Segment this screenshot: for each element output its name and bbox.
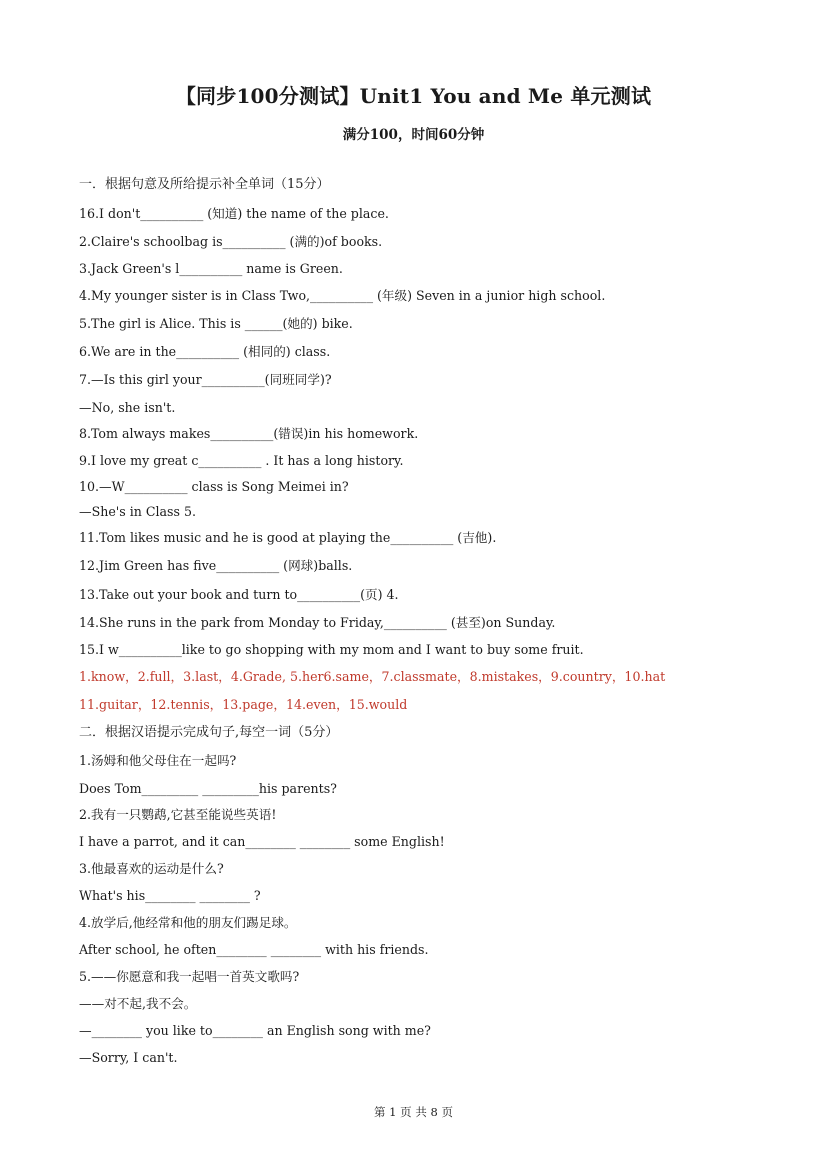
question-line: 3.Jack Green's l__________ name is Green. [79,261,343,276]
question-line: 2.我有一只鹦鹉,它甚至能说些英语! [79,807,277,822]
question-line: 5.——你愿意和我一起唱一首英文歌吗? [79,969,300,984]
question-line: —Sorry, I can't. [79,1050,178,1065]
question-line: 2.Claire's schoolbag is__________ (满的)of books. [79,234,383,249]
question-line: I have a parrot, and it can________ ________ some English! [79,834,445,849]
page-title: 【同步100分测试】Unit1 You and Me 单元测试 [175,84,652,108]
question-line: —No, she isn't. [79,400,176,415]
question-line: Does Tom_________ _________his parents? [79,781,337,796]
question-line: 3.他最喜欢的运动是什么? [79,861,224,876]
question-line: 4.My younger sister is in Class Two,__________ (年级) Seven in a junior high school. [79,288,606,303]
answer-key-line: 1.know，2.full，3.last，4.Grade, 5.her6.same，7.classmate，8.mistakes，9.country，10.hat [79,669,666,684]
answer-key-line: 11.guitar，12.tennis，13.page，14.even，15.would [79,697,408,712]
question-line: 4.放学后,他经常和他的朋友们踢足球。 [79,915,297,930]
question-line: 8.Tom always makes__________(错误)in his homework. [79,426,419,441]
question-line: 16.I don't__________ (知道) the name of the place. [79,206,389,221]
page-subtitle: 满分100，时间60分钟 [342,127,485,143]
question-line: 12.Jim Green has five__________ (网球)balls. [79,558,353,573]
question-line: —________ you like to________ an English song with me? [79,1023,431,1038]
question-line: 14.She runs in the park from Monday to Friday,__________ (甚至)on Sunday. [79,615,556,630]
question-line: What's his________ ________ ? [79,888,261,903]
question-line: 5.The girl is Alice. This is ______(她的) bike. [79,316,353,331]
section-2-heading: 二．根据汉语提示完成句子,每空一词（5分） [79,725,339,740]
question-line: 11.Tom likes music and he is good at playing the__________ (吉他). [79,530,497,545]
section-1-heading: 一．根据句意及所给提示补全单词（15分） [79,177,330,192]
question-line: 7.—Is this girl your__________(同班同学)? [79,372,332,387]
question-line: —She's in Class 5. [79,504,196,519]
page-footer: 第 1 页 共 8 页 [374,1105,453,1119]
question-line: 1.汤姆和他父母住在一起吗? [79,753,237,768]
question-line: 6.We are in the__________ (相同的) class. [79,344,331,359]
question-line: 13.Take out your book and turn to__________(页) 4. [79,587,399,602]
question-line: 10.—W__________ class is Song Meimei in? [79,479,349,494]
question-line: After school, he often________ ________ with his friends. [79,942,429,957]
question-line: ——对不起,我不会。 [79,996,197,1011]
question-line: 15.I w__________like to go shopping with my mom and I want to buy some fruit. [79,642,584,657]
question-line: 9.I love my great c__________ . It has a long history. [79,453,404,468]
